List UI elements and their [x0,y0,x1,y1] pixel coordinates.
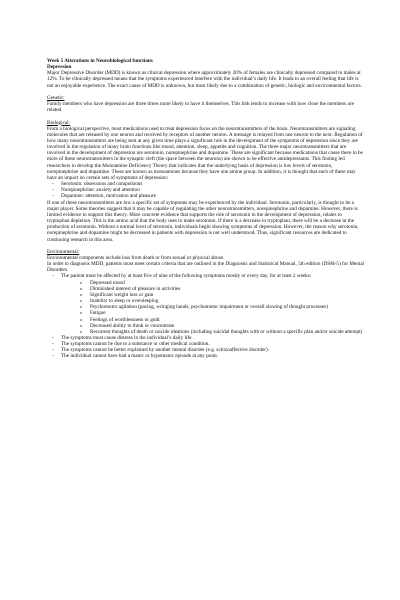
list-item: o Inability to sleep or oversleeping [90,298,365,304]
list-item: - Dopamine: attention, motivation and pleasure [61,193,365,199]
list-item: o Feelings of worthlessness or guilt [90,317,365,323]
genetic-heading: Genetic: [47,94,65,101]
list-item: o Significant weight loss or gain [90,292,365,298]
list-item [61,273,365,335]
diagnosis-paragraph: In order to diagnosis MDD, patients must meet certain criteria that are outlined in the Diagnostic and Statistical Manual, 5th edition (DSM-5) for Mental Disorders. [47,261,365,274]
list-item: o Recurrent thoughts of death or suicide ideations (including suicidal thoughts with or without a specific plan and/or suicide attempt) [90,329,365,335]
document-subtitle: Depression [47,64,72,71]
list-item: o Psychomotor agitation (pacing, wringing hands, psychomotor impairment or overall slowing of thought processes) [90,304,365,310]
environmental-heading: Environmental: [47,248,80,255]
criteria-list [47,273,365,359]
genetic-paragraph: Family members who have depression are three times more likely to have it themselves. This link tends to increase with how close the members are related. [47,101,354,114]
neurotransmitter-list [47,181,365,199]
list-item: - The individual cannot have had a manic or hypomanic episode at any point. [61,353,365,359]
biological-paragraph-2: If one of these neurotransmitters are low a specific set of symptoms may be experienced by the individual. Serotonin, particularly, is thought to be a major player. Some theories suggest that it may be capable of regulating the other neurotransmitters, norepinephrine and dopamine. However, there is limited evidence to support this theory. More concrete evidence that supports the role of serotonin in the development of depression, relates to tryptophan depletion. This is the amino acid that the body uses to make serotonin. If there is a decrease in tryptophan, there will be a decrease in the production of serotonin. Without a normal level of serotonin, individuals begin showing symptoms of depression. However, the reason why serotonin, norepinephrine and dopamine might be decreased in patients with depression is not well understood. Thus, significant resources are dedicated to continuing research in this area. [47,199,359,243]
document-title: Week 5 Alterations in Neurobiological functions [47,58,153,64]
list-item: o Fatigue [90,310,365,316]
biological-paragraph: From a biological perspective, most medications used to treat depression focus on the neurotransmitters of the brain. Neurotransmitters are signaling molecules that are released by one neuron and received by receptors of another neuron. A message is relayed from one neuron to the next. Regulation of how many neurotransmitters are being sent at any given time plays a significant role in the development of the symptoms of depression since they are involved in the regulation of many brain functions like mood, attention, sleep, appetite and cognition. The three major neurotransmitters that are involved in the development of depression are serotonin, norepinephrine and dopamine. These are significant because medications that cause there to be more of these neurotransmitters in the synaptic cleft (the space between the neurons) are shown to be effective antidepressants. This finding led researchers to develop the Monoamine Deficiency Theory that indicates that the underlying basis of depression is low levels of serotonin, norepinephrine and dopamine. These are known as monoamines because they have one amine group. In addition, it is thought that each of these may have an impact on certain sets of symptoms of depression: [47,125,363,181]
list-item: o Diminished interest of pleasure in activities [90,286,365,292]
intro-paragraph: Major Depressive Disorder (MDD) is known as clinical depression where approximately 20% of females are clinically depressed compared to males at 12%. To be clinically depressed means that the symptoms experienced interfere with the individual’s daily life. It leads to an overall feeling that life is not an enjoyable experience. The exact cause of MDD is unknown, but most likely due to a combination of genetic, biologic and environmental factors. [47,70,362,89]
list-item: - The symptoms cannot be better explained by another mental disorder (e.g. schizoaffective disorder). [61,347,365,353]
list-item: - The symptoms cannot be due to a substance or other medical condition. [61,341,365,347]
biological-heading: Biological: [47,119,71,126]
list-item: o Decreased ability to think or concentrate [90,323,365,329]
list-item: o Depressed mood [90,280,365,286]
environmental-paragraph: Environmental components include loss from death or from sexual or physical abuse. [47,254,225,261]
symptom-list [61,280,365,335]
list-item: - Norepinephrine: anxiety and attention [61,187,365,193]
document-body [47,58,365,360]
list-item: - Serotonin: obsessions and compulsions [61,181,365,187]
list-item: - The symptoms must cause distress in the individual’s daily life. [61,335,365,341]
criterion-text: The patient must be affected by at least five of nine of the following symptoms mostly or every day, for at least 2 weeks: [61,273,312,280]
